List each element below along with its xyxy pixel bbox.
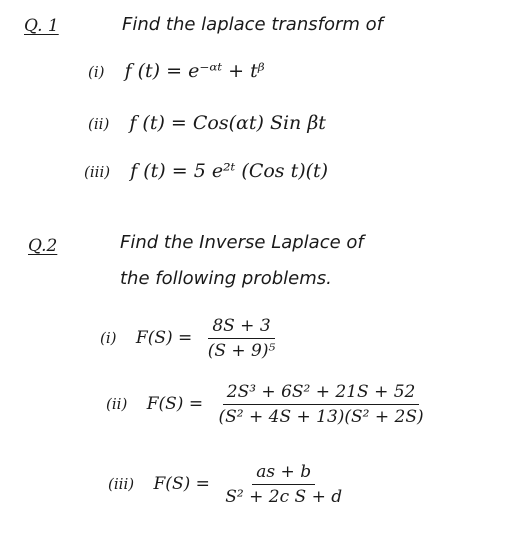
q2-item-1-fraction <box>204 316 280 361</box>
q1-item-1-expression: f (t) = e⁻ᵅᵗ + tᵝ <box>124 60 265 82</box>
question-1-label: Q. 1 <box>24 16 59 36</box>
q2-item-1-denominator: (S + 9)⁵ <box>207 341 276 361</box>
q2-item-3-number: (iii) <box>108 475 135 493</box>
q1-item-1-number: (i) <box>88 63 105 81</box>
q2-item-3-lhs: F(S) = <box>153 474 210 494</box>
q2-item-3-numerator: as + b <box>252 462 315 485</box>
q2-item-3-fraction <box>221 462 346 507</box>
q1-item-2 <box>88 112 326 134</box>
question-1-heading: Find the laplace transform of <box>122 14 383 35</box>
q1-item-3 <box>84 160 328 182</box>
q1-item-3-expression: f (t) = 5 e²ᵗ (Cos t)(t) <box>130 160 329 182</box>
q1-item-1 <box>88 60 265 82</box>
q2-item-2-lhs: F(S) = <box>146 394 204 414</box>
q1-item-3-number: (iii) <box>84 163 111 181</box>
q2-item-2 <box>106 382 428 427</box>
q2-item-3-denominator: S² + 2c S + d <box>225 487 343 507</box>
question-2-heading-line-1: Find the Inverse Laplace of <box>120 232 364 253</box>
q2-item-3 <box>108 462 346 507</box>
q2-item-2-numerator: 2S³ + 6S² + 21S + 52 <box>223 382 420 405</box>
question-2-label: Q.2 <box>28 236 58 256</box>
q2-item-1-lhs: F(S) = <box>135 328 193 348</box>
q1-item-2-expression: f (t) = Cos(αt) Sin βt <box>129 112 326 134</box>
q2-item-1-numerator: 8S + 3 <box>208 316 274 339</box>
q2-item-2-number: (ii) <box>106 395 128 413</box>
q2-item-2-fraction <box>214 382 427 427</box>
question-2-heading-line-2: the following problems. <box>120 268 332 289</box>
q1-item-2-number: (ii) <box>88 115 110 133</box>
q2-item-1-number: (i) <box>100 329 117 347</box>
q2-item-2-denominator: (S² + 4S + 13)(S² + 2S) <box>218 407 424 427</box>
q2-item-1 <box>100 316 279 361</box>
